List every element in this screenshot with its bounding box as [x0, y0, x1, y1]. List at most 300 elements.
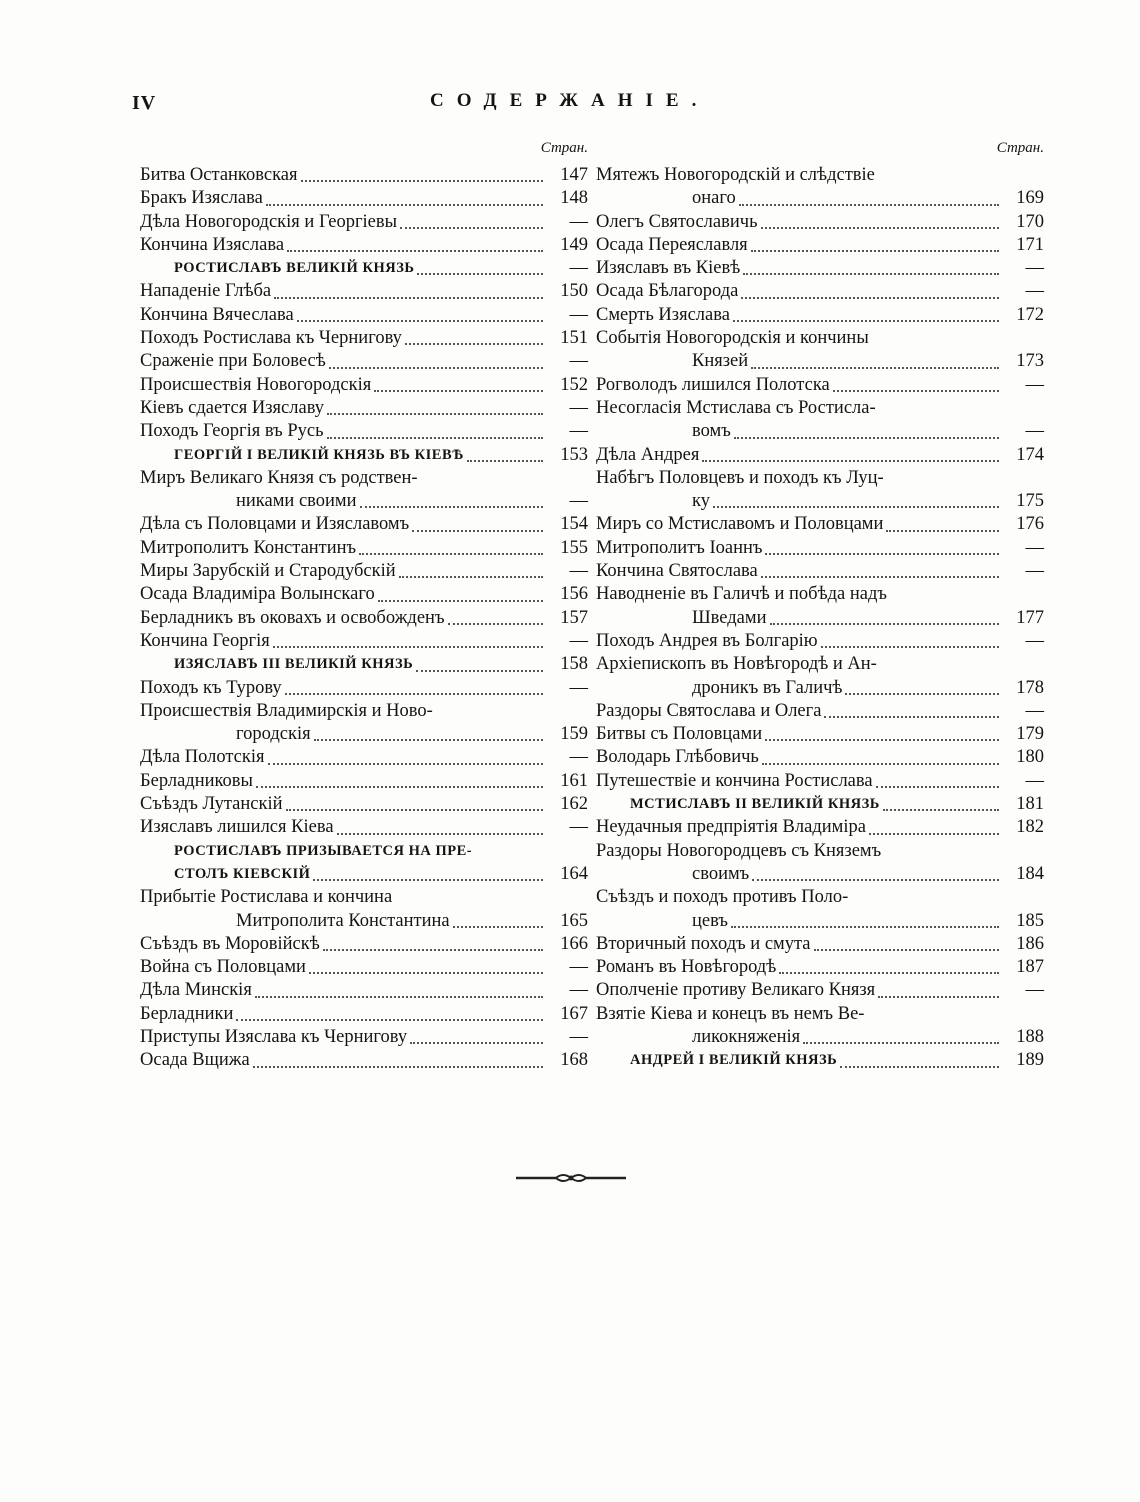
- entry-title: Кончина Вячеслава: [140, 304, 294, 325]
- dot-leader: [313, 869, 543, 881]
- dot-leader: [761, 217, 999, 229]
- entry-title: Смерть Изяслава: [596, 304, 730, 325]
- dot-leader: [416, 660, 543, 672]
- dot-leader: [378, 590, 543, 602]
- toc-entry: [596, 490, 1048, 513]
- entry-page-number: 151: [560, 328, 588, 349]
- entry-title: Берладниковы: [140, 770, 253, 791]
- toc-entry: [596, 816, 1048, 839]
- dot-leader: [770, 613, 1000, 625]
- entry-title: Дѣла Андрея: [596, 444, 700, 465]
- entry-page-number: 170: [1016, 211, 1044, 232]
- entry-title: Несогласія Мстислава съ Ростисла-: [596, 397, 876, 418]
- toc-entry: [140, 304, 592, 327]
- toc-entry: [596, 723, 1048, 746]
- entry-page-number: 181: [1016, 794, 1044, 815]
- entry-title: ГЕОРГІЙ I ВЕЛИКІЙ КНЯЗЬ ВЪ КІЕВѢ: [174, 446, 464, 463]
- entry-page-number: —: [1025, 537, 1044, 558]
- toc-entry: [596, 653, 1048, 676]
- entry-title: Изяславъ лишился Кіева: [140, 817, 334, 838]
- entry-title: Кончина Георгія: [140, 630, 270, 651]
- entry-page-number: —: [569, 304, 588, 325]
- entry-page-number: 177: [1016, 607, 1044, 628]
- entry-page-number: 176: [1016, 514, 1044, 535]
- entry-title: Взятіе Кіева и конецъ въ немъ Ве-: [596, 1003, 865, 1024]
- dot-leader: [274, 287, 543, 299]
- entry-page-number: —: [569, 1026, 588, 1047]
- dot-leader: [739, 194, 999, 206]
- dot-leader: [287, 240, 543, 252]
- entry-page-number: —: [569, 421, 588, 442]
- toc-entry: [596, 746, 1048, 769]
- toc-entry: [140, 560, 592, 583]
- entry-page-number: —: [569, 677, 588, 698]
- column-header: Стран.: [540, 140, 588, 156]
- entry-page-number: 156: [560, 584, 588, 605]
- entry-page-number: 188: [1016, 1026, 1044, 1047]
- toc-entry: [596, 1026, 1048, 1049]
- entry-title: Происшествія Новогородскія: [140, 374, 372, 395]
- toc-entry: [140, 187, 592, 210]
- dot-leader: [266, 194, 543, 206]
- toc-entry: [140, 327, 592, 350]
- toc-entries: [140, 164, 592, 1073]
- dot-leader: [743, 263, 999, 275]
- dot-leader: [879, 405, 999, 415]
- entry-title: Война съ Половцами: [140, 957, 306, 978]
- toc-entry: [140, 746, 592, 769]
- entry-title: Берладникъ въ оковахъ и освобожденъ: [140, 607, 445, 628]
- toc-entry: [140, 816, 592, 839]
- toc-entry: [140, 583, 592, 606]
- entry-title: Неудачныя предпріятія Владиміра: [596, 817, 866, 838]
- dot-leader: [872, 335, 999, 345]
- entry-page-number: 161: [560, 770, 588, 791]
- entry-page-number: 175: [1016, 491, 1044, 512]
- dot-leader: [297, 310, 543, 322]
- entry-page-number: —: [1025, 770, 1044, 791]
- entry-page-number: —: [1025, 980, 1044, 1001]
- entry-title: Рогволодъ лишился Полотска: [596, 374, 830, 395]
- entry-title: РОСТИСЛАВЪ ПРИЗЫВАЕТСЯ НА ПРЕ-: [174, 842, 473, 859]
- toc-entry: [140, 956, 592, 979]
- toc-entries: [596, 164, 1048, 1073]
- toc-entry: [140, 211, 592, 234]
- toc-left-column: [140, 136, 592, 1073]
- toc-entry: [596, 956, 1048, 979]
- entry-title: Съѣздъ въ Моровійскѣ: [140, 933, 320, 954]
- entry-title: Берладники: [140, 1003, 234, 1024]
- dot-leader: [845, 683, 999, 695]
- toc-entry: [140, 770, 592, 793]
- entry-page-number: 150: [560, 281, 588, 302]
- toc-entry: [140, 910, 592, 933]
- toc-entry: [140, 257, 592, 280]
- entry-title: Походъ Георгія въ Русь: [140, 421, 324, 442]
- dot-leader: [761, 566, 999, 578]
- entry-title: Володарь Глѣбовичь: [596, 747, 759, 768]
- toc-entry: [140, 886, 592, 909]
- dot-leader: [887, 475, 999, 485]
- entry-page-number: 178: [1016, 677, 1044, 698]
- column-header: Стран.: [996, 140, 1044, 156]
- entry-title: Происшествія Владимирскія и Ново-: [140, 700, 433, 721]
- dot-leader: [453, 916, 543, 928]
- entry-page-number: 184: [1016, 863, 1044, 884]
- toc-entry: [596, 886, 1048, 909]
- toc-entry: [596, 257, 1048, 280]
- entry-page-number: —: [1025, 561, 1044, 582]
- dot-leader: [884, 848, 999, 858]
- toc-entry: [140, 467, 592, 490]
- entry-page-number: —: [1025, 258, 1044, 279]
- entry-title: Бракъ Изяслава: [140, 188, 263, 209]
- toc-entry: [140, 537, 592, 560]
- entry-page-number: 187: [1016, 957, 1044, 978]
- toc-entry: [140, 420, 592, 443]
- dot-leader: [878, 172, 999, 182]
- toc-entry: [140, 700, 592, 723]
- dot-leader: [890, 592, 999, 602]
- entry-page-number: —: [1025, 700, 1044, 721]
- dot-leader: [421, 475, 543, 485]
- dot-leader: [821, 636, 999, 648]
- toc-entry: [140, 513, 592, 536]
- dot-leader: [731, 916, 999, 928]
- dot-leader: [412, 520, 543, 532]
- entry-title: Миръ со Мстиславомъ и Половцами: [596, 514, 884, 535]
- dot-leader: [814, 939, 999, 951]
- entry-page-number: —: [569, 747, 588, 768]
- entry-title: Битвы съ Половцами: [596, 724, 763, 745]
- dot-leader: [329, 357, 543, 369]
- dot-leader: [314, 729, 543, 741]
- toc-entry: [596, 607, 1048, 630]
- entry-page-number: 186: [1016, 933, 1044, 954]
- entry-title: цевъ: [692, 910, 728, 931]
- entry-title: своимъ: [692, 863, 750, 884]
- entry-title: Событія Новогородскія и кончины: [596, 328, 869, 349]
- dot-leader: [883, 799, 999, 811]
- entry-page-number: —: [569, 957, 588, 978]
- dot-leader: [734, 427, 999, 439]
- entry-page-number: 164: [560, 863, 588, 884]
- dot-leader: [405, 333, 543, 345]
- toc-entry: [140, 677, 592, 700]
- dot-leader: [286, 799, 543, 811]
- entry-page-number: 168: [560, 1050, 588, 1071]
- entry-title: Мятежъ Новогородскій и слѣдствіе: [596, 165, 875, 185]
- page-number: IV: [132, 92, 157, 114]
- entry-page-number: 171: [1016, 234, 1044, 255]
- entry-title: Изяславъ въ Кіевѣ: [596, 258, 741, 279]
- dot-leader: [327, 403, 543, 415]
- dot-leader: [741, 287, 999, 299]
- entry-page-number: 148: [560, 188, 588, 209]
- entry-page-number: —: [569, 630, 588, 651]
- entry-page-number: 169: [1016, 188, 1044, 209]
- dot-leader: [253, 1056, 543, 1068]
- toc-entry: [140, 350, 592, 373]
- toc-entry: [140, 840, 592, 863]
- dot-leader: [399, 566, 543, 578]
- entry-title: Дѣла Новогородскія и Георгіевы: [140, 211, 398, 232]
- entry-title: вомъ: [692, 421, 731, 442]
- toc-entry: [596, 420, 1048, 443]
- entry-page-number: —: [569, 258, 588, 279]
- toc-entry: [596, 467, 1048, 490]
- toc-entry: [140, 1003, 592, 1026]
- dot-leader: [327, 427, 543, 439]
- entry-title: Походъ Андрея въ Болгарію: [596, 630, 818, 651]
- toc-entry: [140, 630, 592, 653]
- dot-leader: [752, 869, 999, 881]
- dot-leader: [876, 776, 999, 788]
- entry-page-number: —: [569, 351, 588, 372]
- toc-entry: [140, 723, 592, 746]
- dot-leader: [475, 848, 543, 858]
- toc-entry: [596, 863, 1048, 886]
- dot-leader: [410, 1032, 543, 1044]
- entry-title: Миръ Великаго Князя съ родствен-: [140, 467, 418, 488]
- entry-title: Сраженіе при Боловесѣ: [140, 351, 326, 372]
- dot-leader: [713, 496, 999, 508]
- toc-entry: [596, 583, 1048, 606]
- entry-title: Походъ къ Турову: [140, 677, 282, 698]
- dot-leader: [886, 520, 999, 532]
- entry-title: Наводненіе въ Галичѣ и побѣда надъ: [596, 584, 887, 605]
- toc-entry: [140, 234, 592, 257]
- entry-title: Олегъ Святославичь: [596, 211, 758, 232]
- entry-page-number: —: [1025, 421, 1044, 442]
- toc-entry: [596, 793, 1048, 816]
- entry-title: Миры Зарубскій и Стародубскій: [140, 561, 396, 582]
- toc-entry: [596, 1049, 1048, 1072]
- toc-entry: [140, 280, 592, 303]
- entry-title: Ополченіе противу Великаго Князя: [596, 980, 876, 1001]
- dot-leader: [337, 823, 543, 835]
- toc-entry: [140, 1026, 592, 1049]
- entry-page-number: —: [569, 561, 588, 582]
- entry-page-number: 180: [1016, 747, 1044, 768]
- entry-title: Раздоры Святослава и Олега: [596, 700, 822, 721]
- entry-page-number: 165: [560, 910, 588, 931]
- entry-title: Битва Останковская: [140, 165, 298, 185]
- page-title: СОДЕРЖАНІЕ.: [430, 90, 710, 111]
- entry-title: Набѣгъ Половцевъ и походъ къ Луц-: [596, 467, 884, 488]
- toc-entry: [596, 677, 1048, 700]
- entry-page-number: —: [1025, 281, 1044, 302]
- entry-title: Осада Бѣлагорода: [596, 281, 739, 302]
- dot-leader: [285, 683, 543, 695]
- entry-title: Раздоры Новогородцевъ съ Княземъ: [596, 840, 882, 861]
- end-ornament: [516, 1170, 626, 1186]
- entry-title: ликокняженія: [692, 1026, 801, 1047]
- entry-page-number: 158: [560, 654, 588, 675]
- entry-title: Нападеніе Глѣба: [140, 281, 272, 302]
- toc-entry: [596, 304, 1048, 327]
- entry-title: Шведами: [692, 607, 767, 628]
- entry-title: Съѣздъ и походъ противъ Поло-: [596, 887, 849, 908]
- dot-leader: [840, 1056, 999, 1068]
- toc-entry: [140, 444, 592, 467]
- entry-page-number: 157: [560, 607, 588, 628]
- toc-entry: [596, 280, 1048, 303]
- toc-entry: [596, 211, 1048, 234]
- entry-page-number: 162: [560, 794, 588, 815]
- dot-leader: [880, 662, 999, 672]
- toc-entry: [140, 793, 592, 816]
- entry-title: СТОЛЪ КІЕВСКІЙ: [174, 865, 311, 882]
- entry-title: Кіевъ сдается Изяславу: [140, 397, 325, 418]
- entry-title: Кончина Изяслава: [140, 234, 285, 255]
- dot-leader: [803, 1032, 999, 1044]
- entry-page-number: —: [569, 817, 588, 838]
- entry-title: никами своими: [236, 491, 357, 512]
- entry-title: Осада Вщижа: [140, 1050, 250, 1071]
- entry-page-number: 172: [1016, 304, 1044, 325]
- dot-leader: [765, 729, 999, 741]
- entry-page-number: 174: [1016, 444, 1044, 465]
- toc-entry: [596, 350, 1048, 373]
- dot-leader: [824, 706, 999, 718]
- dot-leader: [762, 753, 999, 765]
- entry-title: Митрополита Константина: [236, 910, 450, 931]
- entry-page-number: —: [569, 211, 588, 232]
- toc-entry: [596, 560, 1048, 583]
- dot-leader: [878, 986, 999, 998]
- toc-entry: [140, 397, 592, 420]
- toc-right-column: [596, 136, 1048, 1073]
- dot-leader: [359, 543, 543, 555]
- dot-leader: [395, 895, 543, 905]
- entry-title: Кончина Святослава: [596, 561, 758, 582]
- dot-leader: [374, 380, 543, 392]
- toc-entry: [596, 513, 1048, 536]
- toc-entry: [596, 537, 1048, 560]
- entry-page-number: —: [1025, 630, 1044, 651]
- dot-leader: [256, 776, 543, 788]
- entry-title: МСТИСЛАВЪ II ВЕЛИКІЙ КНЯЗЬ: [630, 796, 880, 813]
- entry-title: ку: [692, 491, 710, 512]
- dot-leader: [436, 708, 543, 718]
- entry-page-number: 147: [560, 165, 588, 185]
- toc-entry: [596, 840, 1048, 863]
- toc-entry: [140, 653, 592, 676]
- toc-entry: [140, 374, 592, 397]
- toc-entry: [596, 630, 1048, 653]
- toc-entry: [596, 397, 1048, 420]
- entry-title: городскія: [236, 724, 311, 745]
- toc-entry: [596, 770, 1048, 793]
- dot-leader: [733, 310, 999, 322]
- toc-entry: [140, 979, 592, 1002]
- toc-entry: [596, 910, 1048, 933]
- dot-leader: [273, 636, 543, 648]
- entry-page-number: 155: [560, 537, 588, 558]
- toc-entry: [596, 1003, 1048, 1026]
- entry-title: Дѣла съ Половцами и Изяславомъ: [140, 514, 410, 535]
- dot-leader: [268, 753, 544, 765]
- dot-leader: [869, 823, 999, 835]
- entry-title: Князей: [692, 351, 749, 372]
- dot-leader: [702, 450, 999, 462]
- dot-leader: [448, 613, 543, 625]
- toc-entry: [596, 234, 1048, 257]
- dot-leader: [417, 263, 543, 275]
- dot-leader: [751, 240, 999, 252]
- entry-page-number: 152: [560, 374, 588, 395]
- entry-title: Приступы Изяслава къ Чернигову: [140, 1026, 408, 1047]
- entry-page-number: 185: [1016, 910, 1044, 931]
- entry-title: Прибытіе Ростислава и кончина: [140, 887, 393, 908]
- dot-leader: [867, 1011, 999, 1021]
- toc-entry: [140, 490, 592, 513]
- toc-entry: [596, 444, 1048, 467]
- entry-title: АНДРЕЙ I ВЕЛИКІЙ КНЯЗЬ: [630, 1052, 838, 1069]
- toc-entry: [596, 979, 1048, 1002]
- toc-entry: [140, 863, 592, 886]
- entry-page-number: 173: [1016, 351, 1044, 372]
- toc-entry: [596, 700, 1048, 723]
- dot-leader: [236, 1009, 543, 1021]
- entry-page-number: 153: [560, 444, 588, 465]
- entry-page-number: —: [569, 980, 588, 1001]
- entry-title: Осада Переяславля: [596, 234, 748, 255]
- entry-title: Вторичный походъ и смута: [596, 933, 811, 954]
- entry-page-number: 154: [560, 514, 588, 535]
- entry-title: ИЗЯСЛАВЪ III ВЕЛИКІЙ КНЯЗЬ: [174, 656, 414, 673]
- dot-leader: [255, 986, 543, 998]
- toc-entry: [140, 607, 592, 630]
- entry-page-number: 167: [560, 1003, 588, 1024]
- toc-entry: [140, 1049, 592, 1072]
- entry-title: РОСТИСЛАВЪ ВЕЛИКІЙ КНЯЗЬ: [174, 260, 415, 277]
- entry-title: Митрополитъ Іоаннъ: [596, 537, 763, 558]
- entry-page-number: 149: [560, 234, 588, 255]
- entry-title: Дѣла Минскія: [140, 980, 252, 1001]
- entry-title: Дѣла Полотскія: [140, 747, 265, 768]
- dot-leader: [309, 962, 543, 974]
- entry-title: Путешествіе и кончина Ростислава: [596, 770, 873, 791]
- entry-page-number: —: [1025, 374, 1044, 395]
- entry-page-number: 182: [1016, 817, 1044, 838]
- dot-leader: [779, 962, 999, 974]
- dot-leader: [467, 450, 543, 462]
- entry-page-number: 179: [1016, 724, 1044, 745]
- dot-leader: [323, 939, 543, 951]
- toc-entry: [596, 933, 1048, 956]
- entry-page-number: —: [569, 397, 588, 418]
- entry-title: Съѣздъ Лутанскій: [140, 794, 283, 815]
- toc-entry: [596, 187, 1048, 210]
- toc-entry: [596, 374, 1048, 397]
- toc-entry: [140, 164, 592, 187]
- toc-entry: [140, 933, 592, 956]
- entry-page-number: 189: [1016, 1050, 1044, 1071]
- entry-title: Романъ въ Новѣгородѣ: [596, 957, 777, 978]
- toc-entry: [596, 164, 1048, 187]
- toc-entry: [596, 327, 1048, 350]
- entry-page-number: 159: [560, 724, 588, 745]
- entry-title: онаго: [692, 188, 736, 209]
- dot-leader: [751, 357, 999, 369]
- entry-title: дроникъ въ Галичѣ: [692, 677, 843, 698]
- dot-leader: [833, 380, 999, 392]
- entry-title: Митрополитъ Константинъ: [140, 537, 357, 558]
- entry-page-number: 166: [560, 933, 588, 954]
- entry-title: Походъ Ростислава къ Чернигову: [140, 328, 402, 349]
